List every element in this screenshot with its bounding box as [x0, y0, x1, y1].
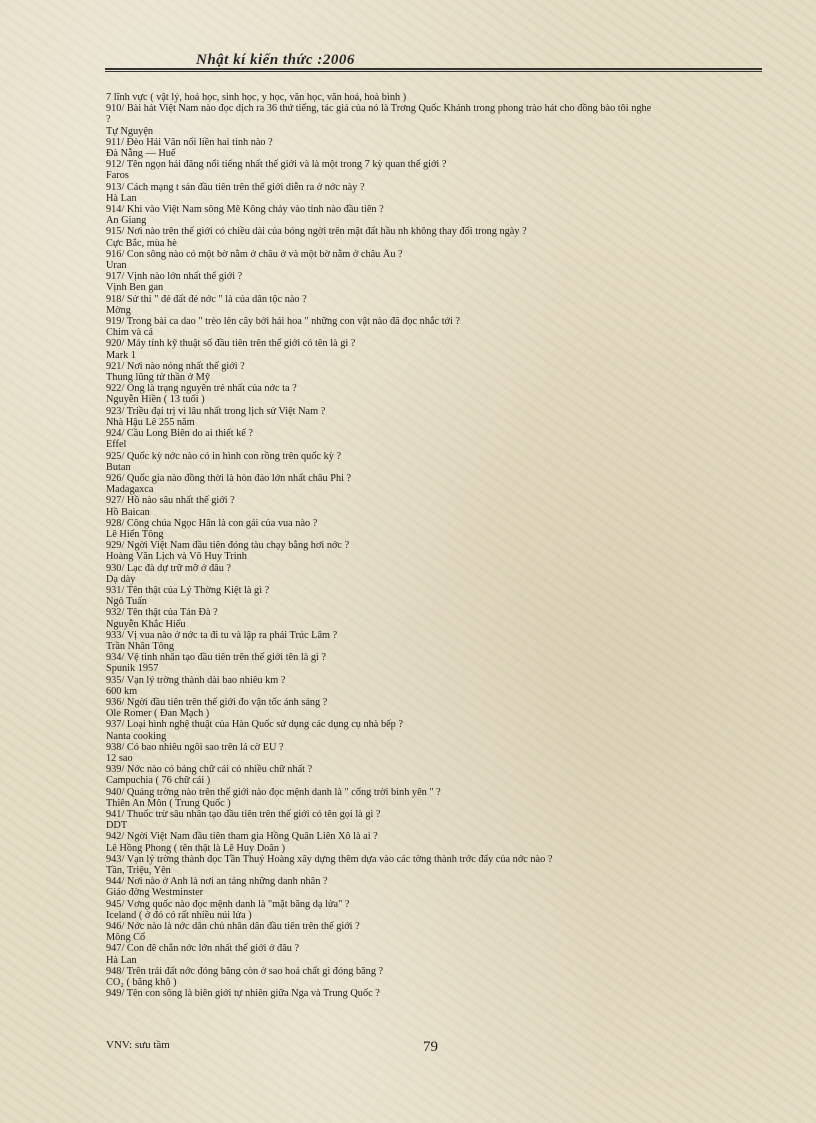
header-rule [105, 68, 762, 70]
text-line: 947/ Con đê chắn nớc lớn nhất thế giới ở đâu ? [106, 943, 300, 955]
text-line: Vịnh Ben gan [106, 282, 164, 294]
text-line: 941/ Thuốc trừ sâu nhân tạo đầu tiên trên thế giới có tên gọi là gì ? [106, 809, 381, 820]
text-line: 912/ Tên ngọn hải đăng nổi tiếng nhất thế giới và là một trong 7 kỳ quan thế giới ? [106, 159, 447, 171]
text-line: Madagaxca [106, 484, 154, 496]
document-body [106, 92, 761, 999]
text-line: 936/ Ngời đầu tiên trên thế giới đo vận tốc ánh sáng ? [106, 696, 328, 708]
text-line: Ole Romer ( Đan Mạch ) [106, 708, 210, 720]
text-line: Uran [106, 260, 127, 272]
text-line: 929/ Ngời Việt Nam đầu tiên đóng tàu chạy bằng hơi nớc ? [106, 540, 350, 552]
text-line: 935/ Vạn lý trờng thành dài bao nhiêu km ? [106, 674, 286, 686]
text-line: Faros [106, 170, 129, 182]
text-line: 923/ Triều đại trị vì lâu nhất trong lịch sử Việt Nam ? [106, 405, 326, 417]
text-line: 931/ Tên thật của Lý Thờng Kiệt là gì ? [106, 584, 270, 596]
text-line: Ngô Tuấn [106, 596, 147, 608]
text-line: Hà Lan [106, 192, 137, 204]
text-line: Iceland ( ở đó có rất nhiều núi lửa ) [106, 909, 252, 921]
text-line: Chim và cá [106, 327, 153, 339]
text-line: Lê Hồng Phong ( tên thật là Lê Huy Doãn ) [106, 842, 286, 854]
text-line: Nhà Hậu Lê 255 năm [106, 416, 195, 428]
text-line: 920/ Máy tính kỹ thuật số đầu tiên trên thế giới có tên là gì ? [106, 338, 356, 350]
text-line: Hồ Baican [106, 506, 150, 518]
text-line: Cực Bắc, mùa hè [106, 237, 177, 249]
text-line: 917/ Vịnh nào lớn nhất thế giới ? [106, 271, 243, 283]
text-line: 910/ Bài hát Việt Nam nào đọc dịch ra 36 thứ tiếng, tác giả của nó là Trơng Quốc Khánh trong phong trào hát cho đồng bào tôi nghe [106, 103, 652, 115]
text-line: 932/ Tên thật của Tản Đà ? [106, 607, 218, 619]
text-line: CO₂ ( băng khô ) [106, 977, 177, 989]
text-line: An Giang [106, 215, 147, 227]
text-line: 945/ Vơng quốc nào đọc mệnh danh là "mặt băng dạ lửa" ? [106, 898, 350, 910]
text-line: Đà Nẵng — Huế [106, 148, 176, 160]
text-line: 7 lĩnh vực ( vật lý, hoá học, sinh học, y học, văn học, văn hoá, hoà bình ) [106, 92, 407, 103]
text-line: Trần Nhân Tông [106, 640, 175, 652]
text-line: 914/ Khi vào Việt Nam sông Mê Kông chảy vào tỉnh nào đầu tiên ? [106, 204, 384, 216]
text-line: 913/ Cách mạng t sản đầu tiên trên thế giới diễn ra ở nớc này ? [106, 181, 365, 193]
text-line: 943/ Vạn lý trờng thành đọc Tần Thuỷ Hoàng xây dựng thêm dựa vào các tờng thành trớc đấy của nớc nào ? [106, 853, 553, 865]
text-line: Giáo đờng Westminster [106, 887, 204, 899]
text-line: 940/ Quảng trờng nào trên thế giới nào đọc mệnh danh là " cổng trời bình yên " ? [106, 786, 441, 798]
text-line: Nanta cooking [106, 730, 167, 742]
text-line: 924/ Cầu Long Biên do ai thiết kế ? [106, 428, 253, 440]
text-line: 919/ Trong bài ca dao " trèo lên cây bởi hái hoa " những con vật nào đã đọc nhắc tới ? [106, 316, 461, 328]
text-line: 911/ Đèo Hải Vân nối liền hai tỉnh nào ? [106, 136, 273, 148]
text-line: Spunik 1957 [106, 663, 159, 675]
text-line: 921/ Nơi nào nóng nhất thế giới ? [106, 360, 245, 372]
text-line: 927/ Hồ nào sâu nhất thế giới ? [106, 495, 235, 507]
text-line: 934/ Vệ tinh nhân tạo đầu tiên trên thế giới tên là gì ? [106, 652, 327, 664]
text-line: ? [106, 114, 111, 126]
text-line: 926/ Quốc gia nào đồng thời là hòn đảo lớn nhất châu Phi ? [106, 472, 352, 484]
text-line: 918/ Sử thi " đẻ đất đẻ nớc " là của dân tộc nào ? [106, 293, 307, 305]
text-line: Nguyễn Hiền ( 13 tuổi ) [106, 394, 205, 406]
text-line: Tự Nguyện [106, 125, 154, 137]
text-line: 933/ Vị vua nào ở nớc ta đi tu và lập ra phái Trúc Lâm ? [106, 629, 338, 641]
text-line: 916/ Con sông nào có một bờ nằm ở châu ở và một bờ nằm ở châu Âu ? [106, 248, 403, 260]
page-header-title: Nhật kí kiến thức :2006 [196, 52, 355, 68]
text-line: DDT [106, 820, 128, 832]
text-line: Effel [106, 439, 127, 451]
text-line: Hoàng Văn Lịch và Võ Huy Trinh [106, 551, 247, 563]
text-line: 928/ Công chúa Ngọc Hân là con gái của vua nào ? [106, 517, 318, 529]
text-line: 12 sao [106, 752, 133, 764]
text-line: Thung lũng tử thần ở Mỹ [106, 372, 210, 384]
text-line: 938/ Có bao nhiêu ngôi sao trên lá cờ EU ? [106, 741, 284, 753]
text-line: 922/ Ông là trạng nguyên trẻ nhất của nớc ta ? [106, 383, 297, 395]
text-line: Lê Hiển Tông [106, 528, 164, 540]
footer-author: VNV: sưu tầm [106, 1039, 170, 1051]
text-line: 930/ Lạc đà dự trữ mỡ ở đâu ? [106, 562, 231, 574]
text-line: 939/ Nớc nào có bảng chữ cái có nhiều chữ nhất ? [106, 764, 313, 776]
text-line: 600 km [106, 685, 138, 697]
text-line: Dạ dày [106, 573, 136, 585]
text-line: Nguyễn Khắc Hiếu [106, 618, 186, 630]
header-rule-thin [105, 71, 762, 72]
text-line: 942/ Ngời Việt Nam đầu tiên tham gia Hồng Quân Liên Xô là ai ? [106, 831, 378, 843]
text-line: 948/ Trên trái đất nớc đóng băng còn ở sao hoả chất gì đóng băng ? [106, 965, 384, 977]
text-line: 946/ Nớc nào là nớc dân chủ nhân dân đầu tiên trên thế giới ? [106, 921, 360, 933]
text-line: 915/ Nơi nào trên thế giới có chiều dài của bóng ngời trên mặt đất hầu nh không thay đổi trong ngày ? [106, 226, 527, 238]
text-line: Campuchia ( 76 chữ cái ) [106, 775, 211, 787]
text-line: Hà Lan [106, 954, 137, 966]
page-number: 79 [423, 1039, 438, 1055]
text-line: Tần, Triệu, Yên [106, 865, 171, 877]
text-line: Mark 1 [106, 349, 137, 361]
text-line: Thiên An Môn ( Trung Quốc ) [106, 797, 231, 809]
text-line: 925/ Quốc kỳ nớc nào có in hình con rồng trên quốc kỳ ? [106, 450, 342, 462]
text-line: Mông Cổ [106, 932, 146, 944]
text-line: Butan [106, 461, 131, 473]
text-line: 949/ Tên con sông là biên giới tự nhiên giữa Nga và Trung Quốc ? [106, 988, 380, 1000]
text-line: 944/ Nơi nào ở Anh là nơi an táng những danh nhân ? [106, 876, 328, 888]
text-line: Mờng [106, 304, 131, 316]
text-line: 937/ Loại hình nghệ thuật của Hàn Quốc sử dụng các dụng cụ nhà bếp ? [106, 719, 403, 731]
